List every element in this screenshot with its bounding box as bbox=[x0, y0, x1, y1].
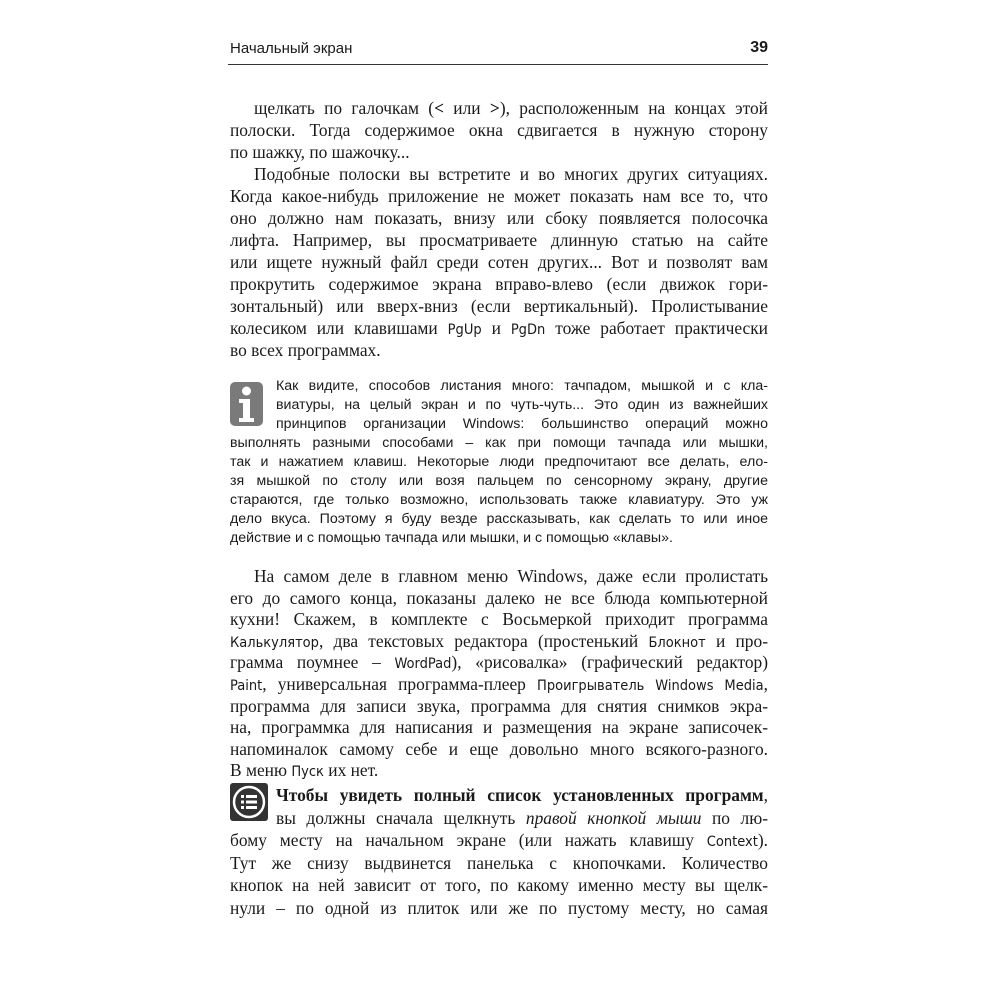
text-run: программа для записи звука, программа для снятия снимков экра- bbox=[230, 695, 768, 716]
text-run: Чтобы увидеть полный список установленных программ bbox=[276, 785, 764, 805]
text-line bbox=[230, 696, 768, 718]
text-run: кнопок на ней зависит от того, по какому именно месту вы щелк- bbox=[230, 875, 768, 896]
text-line bbox=[230, 829, 768, 852]
paragraph-programs bbox=[230, 566, 768, 782]
text-run: ). bbox=[757, 830, 768, 851]
ui-term: Пуск bbox=[291, 764, 324, 781]
text-run: Когда какое-нибудь приложение не может показать нам все то, что bbox=[230, 186, 768, 206]
text-line bbox=[230, 119, 768, 141]
text-run: их нет. bbox=[323, 760, 379, 781]
info-note bbox=[230, 377, 768, 548]
ui-term: Блокнот bbox=[648, 634, 706, 651]
text-line bbox=[276, 377, 768, 396]
text-line bbox=[230, 273, 768, 295]
text-run: Тут же снизу выдвинется панелька с кнопочками. Количество bbox=[230, 852, 768, 873]
text-line bbox=[230, 472, 768, 491]
text-line bbox=[230, 434, 768, 453]
text-line bbox=[230, 609, 768, 631]
text-run: , два текстовых редактора (простенький bbox=[318, 630, 649, 651]
text-line bbox=[230, 317, 768, 339]
text-run: дело вкуса. Поэтому я буду везде рассказывать, как сделать то или иное bbox=[230, 511, 768, 527]
text-run: колесиком или клавишами bbox=[230, 318, 448, 338]
text-line bbox=[276, 784, 768, 807]
text-run: стараются, где только возможно, использовать также клавиатуру. Это уж bbox=[230, 492, 768, 508]
text-run: , bbox=[763, 673, 768, 694]
ui-term: WordPad bbox=[394, 656, 452, 673]
text-run: напоминалок самому себе и еще довольно много всякого-разного. bbox=[230, 738, 768, 759]
text-line bbox=[230, 739, 768, 761]
text-run: выполнять разными способами – как при помощи тачпада или мышки, bbox=[230, 435, 768, 451]
page-number: 39 bbox=[750, 39, 768, 56]
text-run: щелкать по галочкам ( bbox=[254, 98, 435, 118]
text-run: < bbox=[434, 98, 444, 118]
text-line bbox=[230, 339, 768, 361]
text-run: зя мышкой по столу или возя пальцем по сенсорному экрану, другие bbox=[230, 473, 768, 489]
text-line bbox=[230, 874, 768, 897]
text-line bbox=[230, 510, 768, 529]
text-run: На самом деле в главном меню Windows, даже если пролистать bbox=[254, 566, 768, 586]
text-run: ), расположенным на концах этой bbox=[499, 98, 768, 118]
paragraph-scrollbars bbox=[230, 97, 768, 361]
text-line bbox=[230, 897, 768, 920]
text-line bbox=[276, 396, 768, 415]
text-run: грамма поумнее – bbox=[230, 652, 395, 673]
paragraph-all-programs bbox=[230, 784, 768, 920]
text-run: Подобные полоски вы встретите и во многих других ситуациях. bbox=[254, 164, 768, 184]
ui-term: Context bbox=[706, 834, 758, 851]
text-run: и про- bbox=[705, 630, 768, 651]
text-line bbox=[230, 163, 768, 185]
text-run: его до самого конца, показаны далеко не все блюда компьютерной bbox=[230, 587, 768, 608]
text-run: > bbox=[489, 98, 500, 118]
text-run: оно должно нам показать, внизу или сбоку появляется полосочка bbox=[230, 208, 768, 228]
text-line bbox=[230, 566, 768, 588]
header-rule bbox=[228, 64, 768, 65]
text-run: бому месту на начальном экране (или нажать клавишу bbox=[230, 830, 707, 851]
text-line bbox=[230, 491, 768, 510]
text-run: В меню bbox=[230, 760, 292, 781]
ui-term: PgUp bbox=[447, 322, 482, 338]
text-run: ), «рисовалка» (графический редактор) bbox=[451, 652, 769, 673]
text-line bbox=[230, 652, 768, 674]
text-run: , универсальная программа-плеер bbox=[262, 673, 538, 694]
text-line bbox=[276, 807, 768, 830]
ui-term: Проигрыватель Windows Media bbox=[537, 677, 764, 694]
ui-term: PgDn bbox=[510, 322, 546, 338]
ui-term: Paint bbox=[230, 677, 263, 694]
text-run: или ищете нужный файл среди сотен других... Вот и позволят вам bbox=[230, 252, 768, 272]
text-run: зонтальный) или вверх-вниз (если вертикальный). Пролистывание bbox=[230, 296, 768, 316]
text-run: или bbox=[444, 98, 490, 118]
text-line bbox=[230, 588, 768, 610]
text-run: тоже работает практически bbox=[545, 318, 768, 338]
text-run: во всех программах. bbox=[230, 340, 381, 360]
text-line bbox=[230, 207, 768, 229]
text-run: прокрутить содержимое экрана вправо-влево (если движок гори- bbox=[230, 274, 768, 294]
text-line bbox=[230, 97, 768, 119]
text-run: по шажку, по шажочку... bbox=[230, 142, 410, 162]
text-line bbox=[230, 251, 768, 273]
text-run: и bbox=[481, 318, 511, 338]
text-run: лифта. Например, вы просматриваете длинную статью на сайте bbox=[230, 230, 768, 250]
ui-term: Калькулятор bbox=[230, 634, 319, 651]
text-run: кухни! Скажем, в комплекте с Восьмеркой приходит программа bbox=[230, 609, 768, 630]
text-line bbox=[230, 717, 768, 739]
text-run: , bbox=[763, 785, 768, 805]
text-run: полоски. Тогда содержимое окна сдвигается в нужную сторону bbox=[230, 120, 768, 140]
text-line bbox=[230, 141, 768, 163]
text-run: правой кнопкой мыши bbox=[525, 807, 702, 828]
text-run: виатуры, на целый экран и по чуть-чуть... Это один из важнейших bbox=[276, 397, 768, 413]
text-run: Как видите, способов листания много: тачпадом, мышкой и с кла- bbox=[276, 378, 768, 394]
running-header-title: Начальный экран bbox=[230, 40, 353, 57]
text-run: так и нажатием клавиш. Некоторые люди предпочитают все делать, ело- bbox=[230, 454, 768, 470]
text-run: по лю- bbox=[701, 807, 768, 828]
text-line bbox=[230, 185, 768, 207]
text-run: принципов организации Windows: большинство операций можно bbox=[276, 416, 768, 432]
text-line bbox=[230, 852, 768, 875]
text-line bbox=[230, 529, 768, 548]
text-run: вы должны сначала щелкнуть bbox=[276, 807, 526, 828]
text-run: действие и с помощью тачпада или мышки, и с помощью «клавы». bbox=[230, 530, 673, 546]
text-line bbox=[230, 295, 768, 317]
text-line bbox=[230, 631, 768, 653]
text-line bbox=[230, 229, 768, 251]
text-line bbox=[230, 760, 768, 782]
text-line bbox=[230, 453, 768, 472]
text-run: на, программка для написания и размещения на экране записочек- bbox=[230, 717, 768, 738]
text-line bbox=[276, 415, 768, 434]
text-run: нули – по одной из плиток или же по пустому месту, но самая bbox=[230, 897, 768, 918]
text-line bbox=[230, 674, 768, 696]
